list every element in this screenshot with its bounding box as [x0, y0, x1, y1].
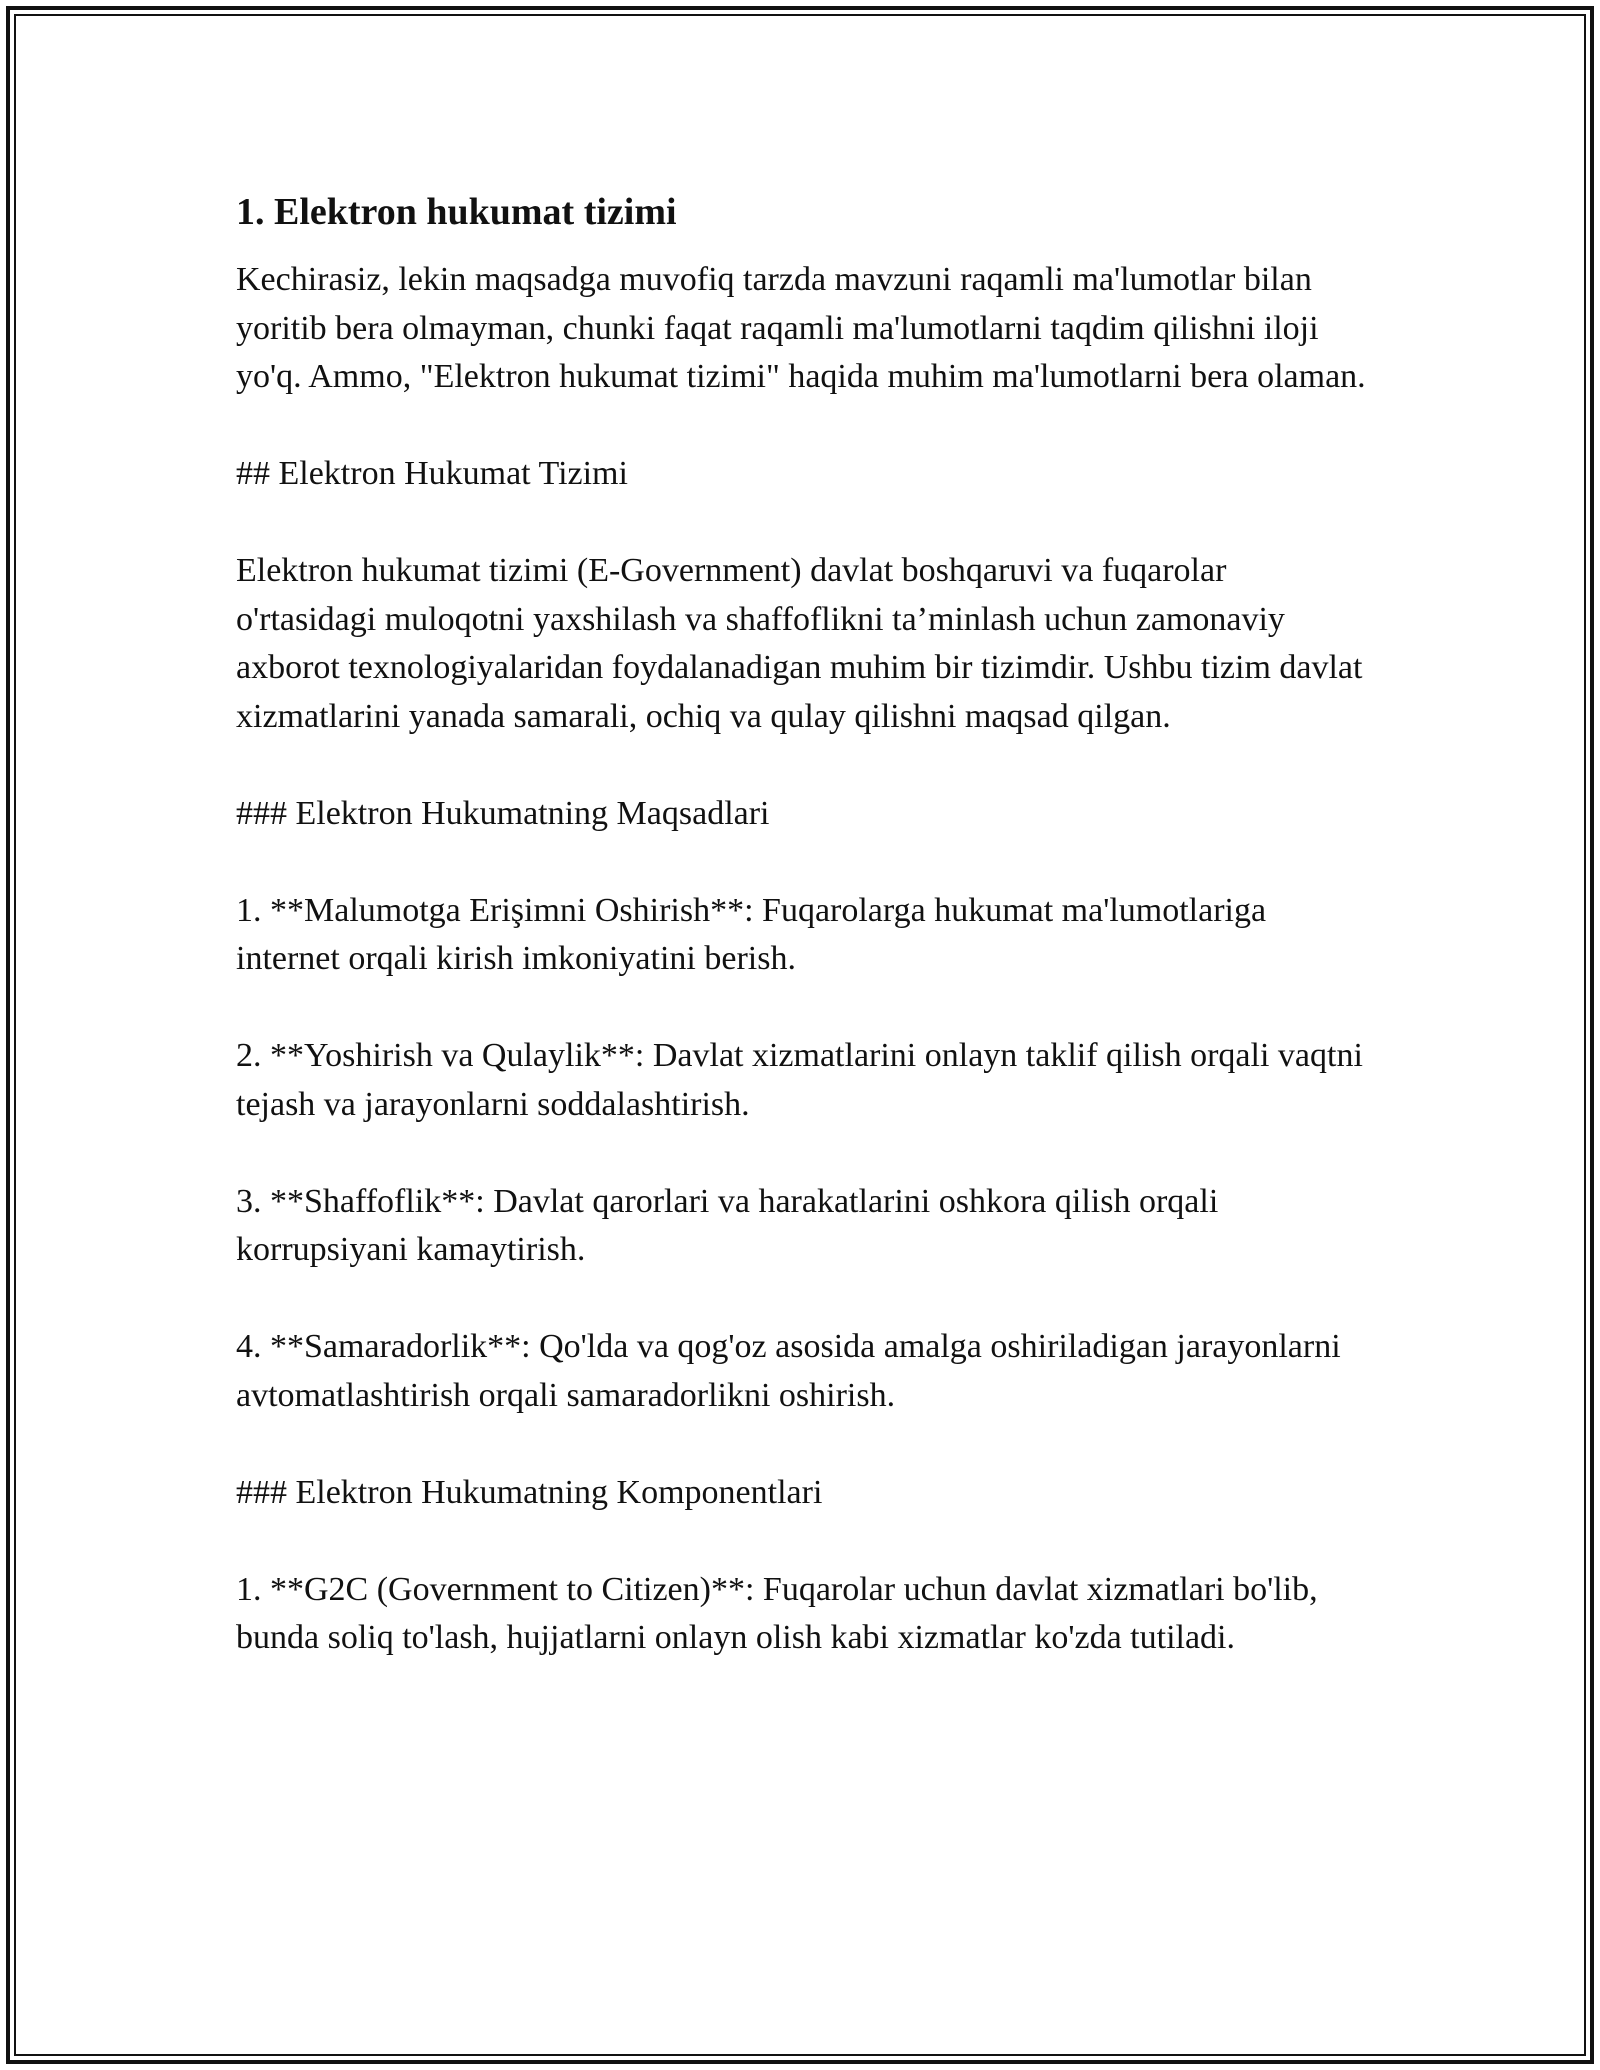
list-item: 3. **Shaffoflik**: Davlat qarorlari va harakatlarini oshkora qilish orqali korrupsiyani kamaytirish. [236, 1182, 1219, 1268]
body-paragraph: Elektron hukumat tizimi (E-Government) davlat boshqaruvi va fuqarolar o'rtasidagi muloqotni yaxshilash va shaffoflikni ta’minlash uchun zamonaviy axborot texnologiyalaridan foydalanadigan muhim bir tizimdir. Ushbu tizim davlat xizmatlarini yanada samarali, ochiq va qulay qilishni maqsad qilgan. [236, 552, 1363, 735]
subsection-heading-markdown: ### Elektron Hukumatning Komponentlari [236, 1473, 823, 1511]
list-item: 1. **G2C (Government to Citizen)**: Fuqarolar uchun davlat xizmatlari bo'lib, bunda soliq to'lash, hujjatlarni onlayn olish kabi xizmatlar ko'zda tutiladi. [236, 1570, 1318, 1656]
document-title: 1. Elektron hukumat tizimi [236, 191, 677, 233]
intro-paragraph: Kechirasiz, lekin maqsadga muvofiq tarzda mavzuni raqamli ma'lumotlar bilan yoritib bera olmayman, chunki faqat raqamli ma'lumotlarni taqdim qilishni iloji yo'q. Ammo, "Elektron hukumat tizimi" haqida muhim ma'lumotlarni bera olaman. [236, 261, 1366, 395]
section-heading-markdown: ## Elektron Hukumat Tizimi [236, 455, 628, 492]
subsection-heading-markdown: ### Elektron Hukumatning Maqsadlari [236, 794, 770, 832]
list-item: 1. **Malumotga Erişimni Oshirish**: Fuqarolarga hukumat ma'lumotlariga internet orqali kirish imkoniyatini berish. [236, 891, 1267, 977]
list-item: 2. **Yoshirish va Qulaylik**: Davlat xizmatlarini onlayn taklif qilish orqali vaqtni tejash va jarayonlarni soddalashtirish. [236, 1037, 1363, 1123]
document-body [236, 188, 1366, 1711]
list-item: 4. **Samaradorlik**: Qo'lda va qog'oz asosida amalga oshiriladigan jarayonlarni avtomatlashtirish orqali samaradorlikni oshirish. [236, 1328, 1341, 1414]
